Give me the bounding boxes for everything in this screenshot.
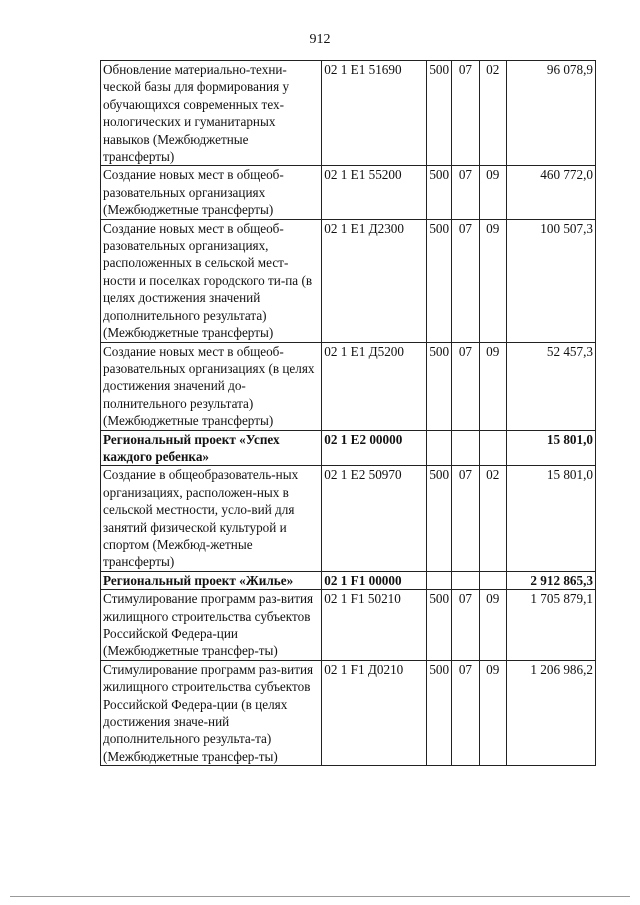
row-sum-cell: 96 078,9 xyxy=(506,61,595,166)
row-vr-cell: 500 xyxy=(427,219,452,342)
budget-table-body xyxy=(101,61,596,766)
row-name-cell: Стимулирование программ раз-вития жилищного строительства субъектов Российской Федера-ции (в целях достижения значе-ний дополнительного результа-та) (Межбюджетные трансфер-ты) xyxy=(101,660,322,765)
table-section-row xyxy=(101,571,596,589)
page-number: 912 xyxy=(309,32,331,47)
row-pr-cell: 02 xyxy=(479,466,506,571)
footer-rule xyxy=(10,896,630,897)
row-code-cell: 02 1 F1 Д0210 xyxy=(322,660,427,765)
row-vr-cell xyxy=(427,571,452,589)
row-code-cell: 02 1 F1 50210 xyxy=(322,590,427,661)
table-row xyxy=(101,590,596,661)
row-sum-cell: 15 801,0 xyxy=(506,430,595,466)
row-code-cell: 02 1 E1 Д2300 xyxy=(322,219,427,342)
table-row xyxy=(101,219,596,342)
row-rz-cell: 07 xyxy=(452,660,479,765)
row-name-cell: Региональный проект «Жилье» xyxy=(101,571,322,589)
row-sum-cell: 2 912 865,3 xyxy=(506,571,595,589)
row-name-cell: Создание новых мест в общеоб-разовательных организациях, расположенных в сельской мест-ности и поселках городского ти-па (в целях достижения значений дополнительного результата) (Межбюджетные трансферты) xyxy=(101,219,322,342)
row-code-cell: 02 1 E2 50970 xyxy=(322,466,427,571)
row-code-cell: 02 1 E1 Д5200 xyxy=(322,342,427,430)
row-pr-cell xyxy=(479,430,506,466)
row-pr-cell: 09 xyxy=(479,660,506,765)
row-rz-cell: 07 xyxy=(452,466,479,571)
row-rz-cell: 07 xyxy=(452,590,479,661)
row-vr-cell: 500 xyxy=(427,590,452,661)
row-sum-cell: 100 507,3 xyxy=(506,219,595,342)
row-rz-cell: 07 xyxy=(452,219,479,342)
row-pr-cell: 09 xyxy=(479,219,506,342)
row-sum-cell: 52 457,3 xyxy=(506,342,595,430)
row-pr-cell: 09 xyxy=(479,590,506,661)
row-vr-cell xyxy=(427,430,452,466)
row-name-cell: Стимулирование программ раз-вития жилищного строительства субъектов Российской Федера-ции (Межбюджетные трансфер-ты) xyxy=(101,590,322,661)
row-sum-cell: 460 772,0 xyxy=(506,166,595,219)
row-pr-cell xyxy=(479,571,506,589)
table-row xyxy=(101,466,596,571)
row-code-cell: 02 1 E1 51690 xyxy=(322,61,427,166)
row-vr-cell: 500 xyxy=(427,342,452,430)
row-sum-cell: 1 206 986,2 xyxy=(506,660,595,765)
table-row xyxy=(101,342,596,430)
budget-table xyxy=(100,60,596,766)
row-name-cell: Создание новых мест в общеоб-разовательных организациях (в целях достижения значений до-полнительного результата) (Межбюджетные трансферты) xyxy=(101,342,322,430)
row-name-cell: Региональный проект «Успех каждого ребенка» xyxy=(101,430,322,466)
table-row xyxy=(101,166,596,219)
row-name-cell: Создание новых мест в общеоб-разовательных организациях (Межбюджетные трансферты) xyxy=(101,166,322,219)
row-pr-cell: 09 xyxy=(479,342,506,430)
row-pr-cell: 02 xyxy=(479,61,506,166)
row-sum-cell: 15 801,0 xyxy=(506,466,595,571)
row-name-cell: Обновление материально-техни-ческой базы для формирования у обучающихся современных тех-нологических и гуманитарных навыков (Межбюджетные трансферты) xyxy=(101,61,322,166)
table-row xyxy=(101,660,596,765)
row-rz-cell: 07 xyxy=(452,166,479,219)
row-rz-cell xyxy=(452,571,479,589)
row-rz-cell: 07 xyxy=(452,342,479,430)
row-vr-cell: 500 xyxy=(427,660,452,765)
row-vr-cell: 500 xyxy=(427,466,452,571)
row-rz-cell xyxy=(452,430,479,466)
row-code-cell: 02 1 E1 55200 xyxy=(322,166,427,219)
row-rz-cell: 07 xyxy=(452,61,479,166)
row-sum-cell: 1 705 879,1 xyxy=(506,590,595,661)
table-row xyxy=(101,61,596,166)
row-code-cell: 02 1 E2 00000 xyxy=(322,430,427,466)
table-section-row xyxy=(101,430,596,466)
row-vr-cell: 500 xyxy=(427,166,452,219)
row-pr-cell: 09 xyxy=(479,166,506,219)
row-vr-cell: 500 xyxy=(427,61,452,166)
row-code-cell: 02 1 F1 00000 xyxy=(322,571,427,589)
row-name-cell: Создание в общеобразователь-ных организациях, расположен-ных в сельской местности, усло-вий для занятий физической культурой и спортом (Межбюд-жетные трансферты) xyxy=(101,466,322,571)
